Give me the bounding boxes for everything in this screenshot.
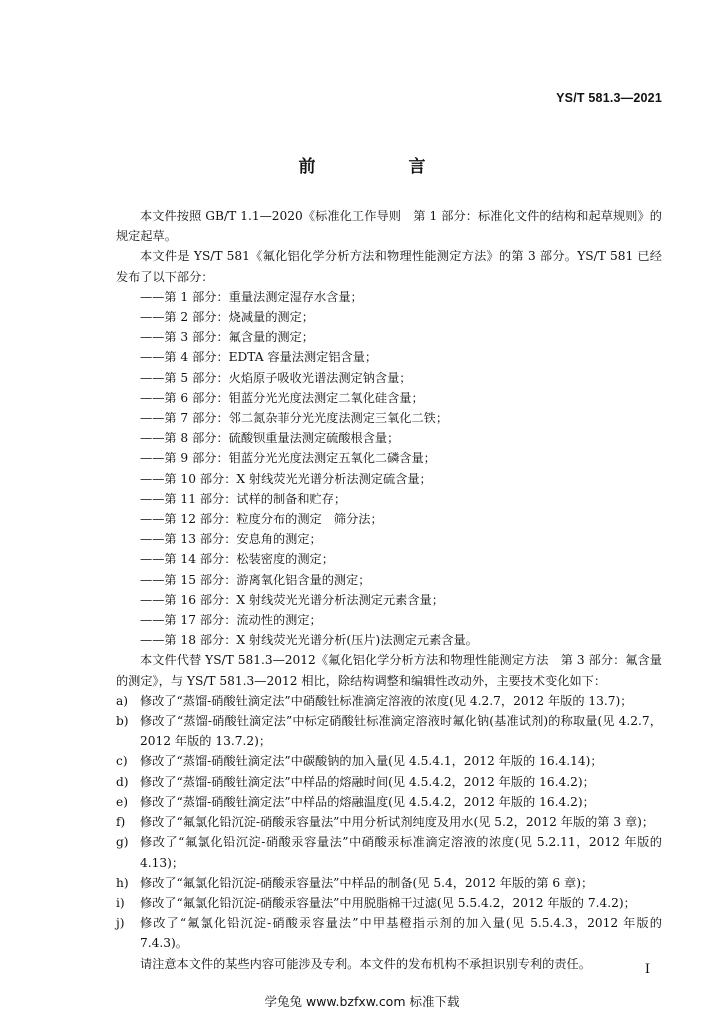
- change-marker: f): [116, 815, 126, 830]
- change-marker: e): [116, 794, 128, 809]
- part-item: ——第 9 部分：钼蓝分光光度法测定五氧化二磷含量；: [140, 451, 436, 466]
- change-item: [116, 913, 662, 953]
- part-item: ——第 12 部分：粒度分布的测定 筛分法；: [140, 512, 383, 527]
- document-code: YS/T 581.3—2021: [556, 91, 662, 105]
- part-item: ——第 15 部分：游离氧化铝含量的测定；: [140, 572, 371, 587]
- change-item: [116, 812, 662, 832]
- patent-notice: 请注意本文件的某些内容可能涉及专利。本文件的发布机构不承担识别专利的责任。: [140, 956, 591, 971]
- part-item: ——第 5 部分：火焰原子吸收光谱法测定钠含量；: [140, 370, 412, 385]
- change-text: 修改了“蒸馏-硝酸钍滴定法”中标定硝酸钍标准滴定溶液时氟化钠(基准试剂)的称取量(见 4.2.7，2012 年版的 13.7.2)；: [140, 714, 662, 749]
- part-item: ——第 6 部分：钼蓝分光光度法测定二氧化硅含量；: [140, 390, 424, 405]
- page-title: 前 言: [298, 157, 464, 177]
- changes-list: [116, 691, 662, 954]
- parts-list: [116, 287, 662, 651]
- part-item: ——第 17 部分：流动性的测定；: [140, 613, 322, 628]
- part-item: ——第 10 部分：X 射线荧光光谱分析法测定硫含量；: [140, 471, 432, 486]
- part-item: ——第 11 部分：试样的制备和贮存；: [140, 491, 347, 506]
- change-text: 修改了“氟氯化铅沉淀-硝酸汞容量法”中样品的制备(见 5.4，2012 年版的第 6 章)；: [140, 875, 594, 890]
- change-item: [116, 772, 662, 792]
- change-text: 修改了“蒸馏-硝酸钍滴定法”中碳酸钠的加入量(见 4.5.4.1，2012 年版的 16.4.14)；: [140, 754, 603, 769]
- document-body: [116, 206, 662, 974]
- change-item: [116, 751, 662, 771]
- change-text: 修改了“氟氯化铅沉淀-硝酸汞容量法”中甲基橙指示剂的加入量(见 5.5.4.3，2012 年版的 7.4.3)。: [140, 916, 662, 951]
- part-item: ——第 7 部分：邻二氮杂菲分光光度法测定三氧化二铁；: [140, 411, 449, 426]
- change-item: [116, 691, 662, 711]
- change-item: [116, 893, 662, 913]
- intro-paragraph: 本文件是 YS/T 581《氟化铝化学分析方法和物理性能测定方法》的第 3 部分。YS/T 581 已经发布了以下部分：: [116, 249, 662, 284]
- change-text: 修改了“蒸馏-硝酸钍滴定法”中硝酸钍标准滴定溶液的浓度(见 4.2.7，2012 年版的 13.7)；: [140, 693, 633, 708]
- change-text: 修改了“氟氯化铅沉淀-硝酸汞容量法”中硝酸汞标准滴定溶液的浓度(见 5.2.11，2012 年版的 4.13)；: [140, 835, 662, 870]
- part-item: ——第 4 部分：EDTA 容量法测定铝含量；: [140, 350, 378, 365]
- change-item: [116, 711, 662, 751]
- change-marker: h): [116, 875, 129, 890]
- change-marker: a): [116, 693, 129, 708]
- part-item: ——第 2 部分：烧减量的测定；: [140, 310, 314, 325]
- change-item: [116, 792, 662, 812]
- change-text: 修改了“蒸馏-硝酸钍滴定法”中样品的熔融温度(见 4.5.4.2，2012 年版的 16.4.2)；: [140, 794, 595, 809]
- part-item: ——第 13 部分：安息角的测定；: [140, 532, 322, 547]
- change-marker: b): [116, 714, 129, 729]
- change-marker: j): [116, 916, 125, 931]
- change-marker: c): [116, 754, 128, 769]
- change-marker: d): [116, 774, 129, 789]
- part-item: ——第 3 部分：氟含量的测定；: [140, 330, 314, 345]
- change-marker: g): [116, 835, 129, 850]
- change-text: 修改了“氟氯化铅沉淀-硝酸汞容量法”中用脱脂棉干过滤(见 5.5.4.2，2012 年版的 7.4.2)；: [140, 895, 636, 910]
- page-number: I: [644, 962, 650, 977]
- part-item: ——第 18 部分：X 射线荧光光谱分析(压片)法测定元素含量。: [140, 633, 478, 648]
- part-item: ——第 1 部分：重量法测定湿存水含量；: [140, 289, 363, 304]
- part-item: ——第 8 部分：硫酸钡重量法测定硫酸根含量；: [140, 431, 400, 446]
- change-item: [116, 832, 662, 872]
- footer-watermark: 学兔兔 www.bzfxw.com 标准下载: [264, 994, 460, 1009]
- change-item: [116, 873, 662, 893]
- part-item: ——第 16 部分：X 射线荧光光谱分析法测定元素含量；: [140, 592, 444, 607]
- part-item: ——第 14 部分：松装密度的测定；: [140, 552, 334, 567]
- change-text: 修改了“蒸馏-硝酸钍滴定法”中样品的熔融时间(见 4.5.4.2，2012 年版的 16.4.2)；: [140, 774, 595, 789]
- change-text: 修改了“氟氯化铅沉淀-硝酸汞容量法”中用分析试剂纯度及用水(见 5.2，2012 年版的第 3 章)；: [140, 815, 655, 830]
- change-marker: i): [116, 895, 125, 910]
- intro-paragraph: 本文件按照 GB/T 1.1—2020《标准化工作导则 第 1 部分：标准化文件的结构和起草规则》的规定起草。: [116, 209, 662, 244]
- replacement-paragraph: 本文件代替 YS/T 581.3—2012《氟化铝化学分析方法和物理性能测定方法 第 3 部分：氟含量的测定》，与 YS/T 581.3—2012 相比，除结构调整和编辑性改动外，主要技术变化如下：: [116, 653, 662, 688]
